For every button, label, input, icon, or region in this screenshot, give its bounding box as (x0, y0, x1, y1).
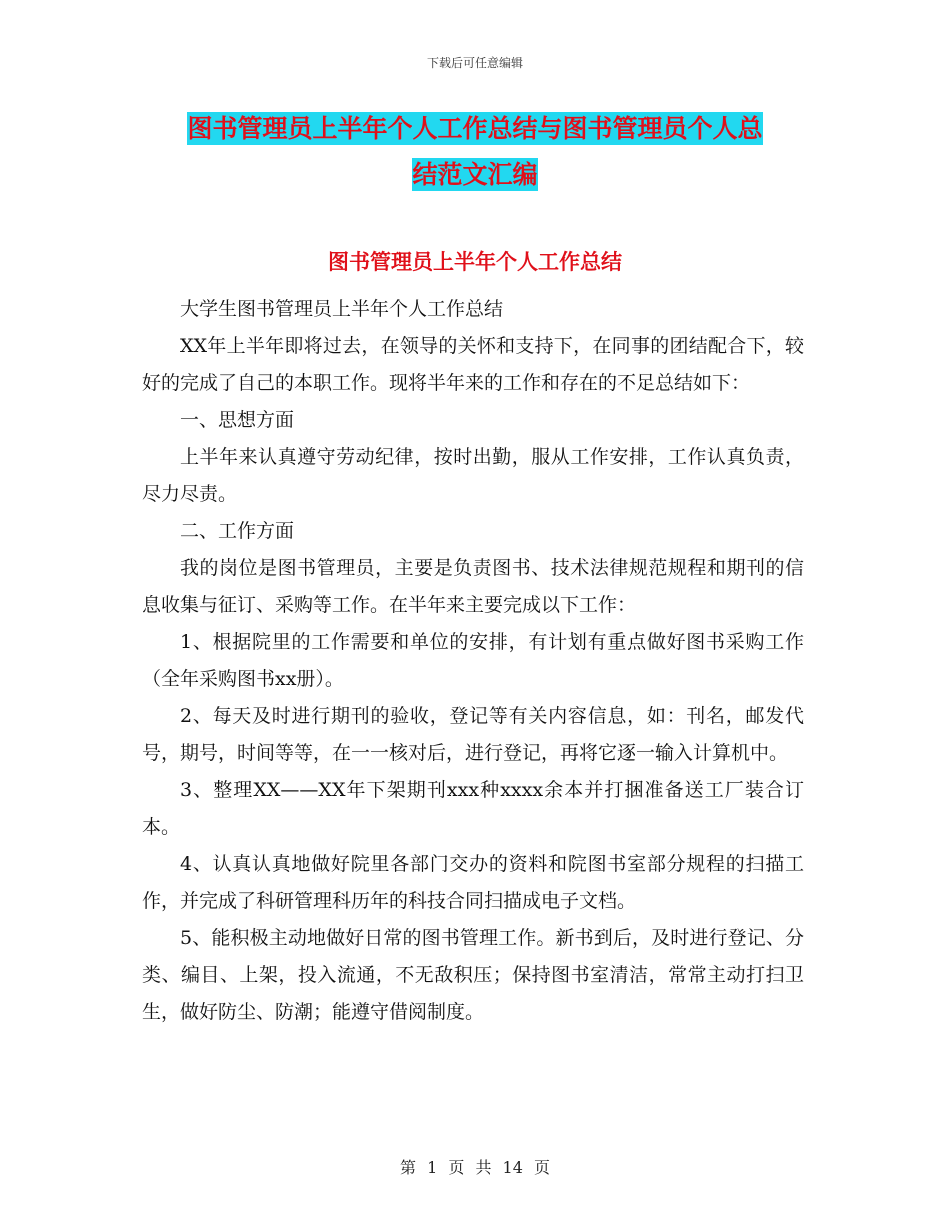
paragraph-item-3: 3、整理XX——XX年下架期刊xxx种xxxx余本并打捆准备送工厂装合订本。 (142, 779, 804, 838)
paragraph-item-2: 2、每天及时进行期刊的验收，登记等有关内容信息，如：刊名，邮发代号，期号，时间等等，在一一核对后，进行登记，再将它逐一输入计算机中。 (142, 705, 804, 764)
paragraph-thought: 上半年来认真遵守劳动纪律，按时出勤，服从工作安排，工作认真负责，尽力尽责。 (142, 446, 804, 505)
paragraph-subtitle: 大学生图书管理员上半年个人工作总结 (180, 298, 504, 320)
document-title-line-2: 结范文汇编 (412, 160, 538, 189)
paragraph-work-intro: 我的岗位是图书管理员，主要是负责图书、技术法律规范规程和期刊的信息收集与征订、采购等工作。在半年来主要完成以下工作： (142, 557, 804, 616)
paragraph-item-1: 1、根据院里的工作需要和单位的安排，有计划有重点做好图书采购工作（全年采购图书xx册）。 (142, 631, 804, 690)
heading-thought: 一、思想方面 (180, 409, 295, 431)
document-title (140, 106, 810, 198)
heading-work: 二、工作方面 (180, 520, 295, 542)
paragraph-item-5: 5、能积极主动地做好日常的图书管理工作。新书到后，及时进行登记、分类、编目、上架，投入流通，不无敌积压；保持图书室清洁，常常主动打扫卫生，做好防尘、防潮；能遵守借阅制度。 (142, 927, 804, 1023)
header-note: 下载后可任意编辑 (426, 56, 523, 70)
paragraph-item-4: 4、认真认真地做好院里各部门交办的资料和院图书室部分规程的扫描工作，并完成了科研管理科历年的科技合同扫描成电子文档。 (142, 853, 804, 912)
body-text (142, 291, 804, 1031)
section-title: 图书管理员上半年个人工作总结 (328, 249, 622, 274)
document-title-line-1: 图书管理员上半年个人工作总结与图书管理员个人总 (187, 114, 763, 143)
page-footer: 第 1 页 共 14 页 (400, 1158, 550, 1177)
paragraph-intro: XX年上半年即将过去，在领导的关怀和支持下，在同事的团结配合下，较好的完成了自己的本职工作。现将半年来的工作和存在的不足总结如下： (142, 335, 804, 394)
